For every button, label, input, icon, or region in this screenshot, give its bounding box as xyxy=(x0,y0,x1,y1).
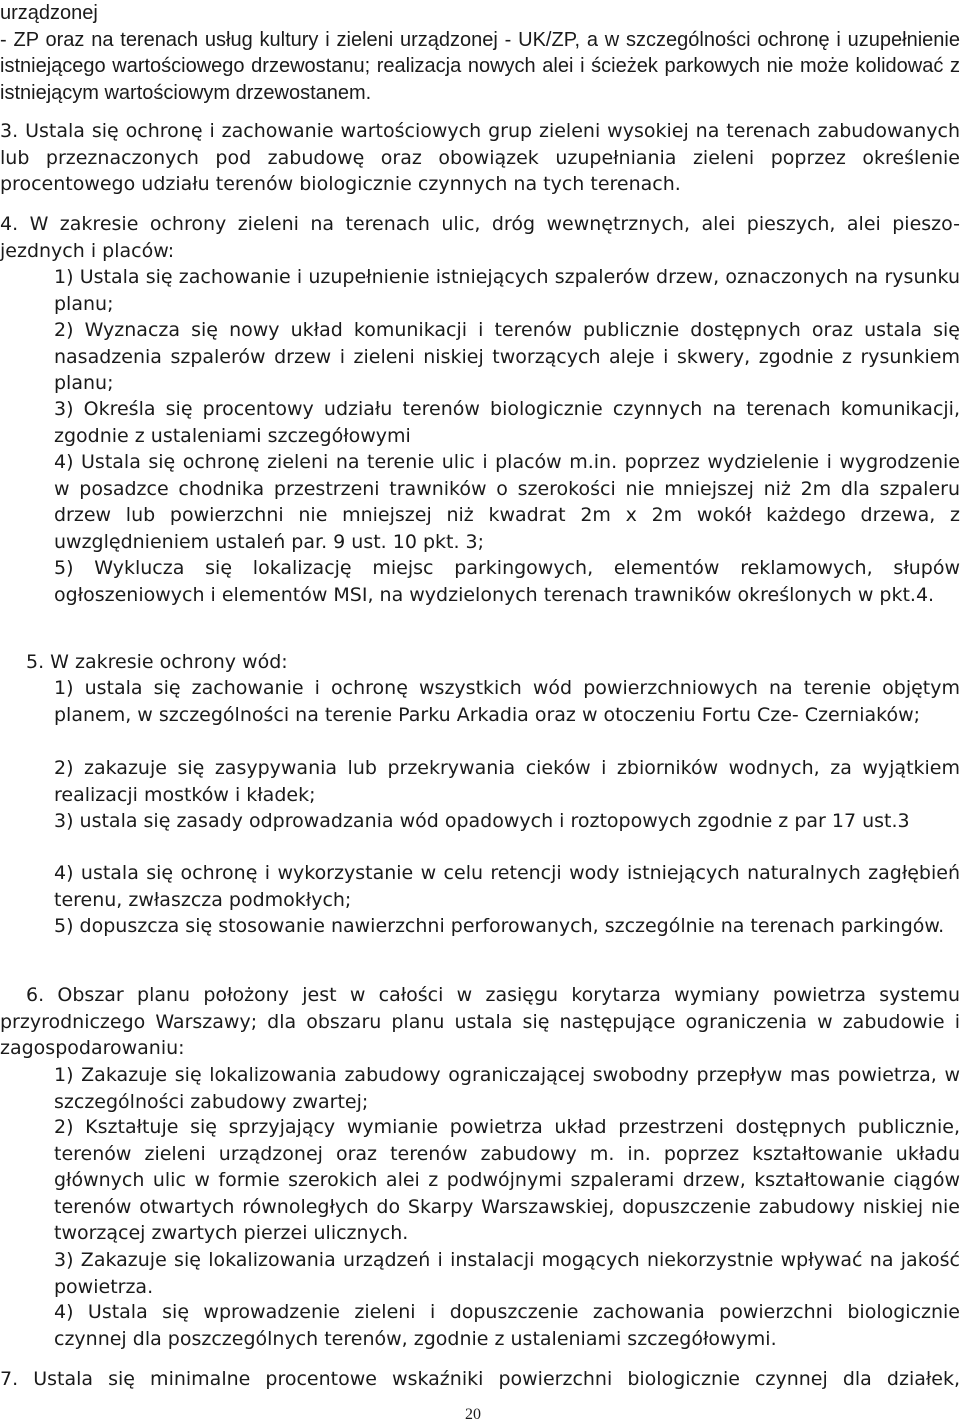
paragraph-5-item-4: 4) ustala się ochronę i wykorzystanie w celu retencji wody istniejących naturalnych zagłębień terenu, zwłaszcza podmokłych; xyxy=(54,862,960,911)
paragraph-4-heading: 4. W zakresie ochrony zieleni na terenach ulic, dróg wewnętrznych, alei pieszych, alei pieszo-jezdnych i placów: xyxy=(0,213,960,262)
paragraph-7: 7. Ustala się minimalne procentowe wskaźniki powierzchni biologicznie czynnej dla działek, xyxy=(0,1368,960,1390)
paragraph-5-heading: 5. W zakresie ochrony wód: xyxy=(26,651,288,673)
paragraph-5-item-3: 3) ustala się zasady odprowadzania wód opadowych i roztopowych zgodnie z par 17 ust.3 xyxy=(54,810,910,832)
paragraph-4-item-1: 1) Ustala się zachowanie i uzupełnienie istniejących szpalerów drzew, oznaczonych na rysunku planu; xyxy=(54,266,960,315)
page-number: 20 xyxy=(465,1406,481,1423)
paragraph-4-item-2: 2) Wyznacza się nowy układ komunikacji i terenów publicznie dostępnych oraz ustala się nasadzenia szpalerów drzew i zieleni niskiej tworzących aleje i skwery, zgodnie z rysunkiem planu; xyxy=(54,319,960,395)
paragraph-6-item-1: 1) Zakazuje się lokalizowania zabudowy ograniczającej swobodny przepływ mas powietrza, w szczególności zabudowy zwartej; xyxy=(54,1064,960,1113)
intro-paragraph: urządzonej - ZP oraz na terenach usług kultury i zieleni urządzonej - UK/ZP, a w szczególności ochronę i uzupełnienie istniejącego wartościowego drzewostanu; realizacja nowych alei i ścieżek parkowych nie może kolidować z istniejącym wartościowym drzewostanem. xyxy=(0,2,960,104)
paragraph-4-item-3: 3) Określa się procentowy udziału terenów biologicznie czynnych na terenach komunikacji, zgodnie z ustaleniami szczegółowymi xyxy=(54,398,960,447)
paragraph-6-item-4: 4) Ustala się wprowadzenie zieleni i dopuszczenie zachowania powierzchni biologicznie czynnej dla poszczególnych terenów, zgodnie z ustaleniami szczegółowymi. xyxy=(54,1301,960,1350)
paragraph-5-item-2: 2) zakazuje się zasypywania lub przekrywania cieków i zbiorników wodnych, za wyjątkiem realizacji mostków i kładek; xyxy=(54,757,960,806)
paragraph-4-item-4: 4) Ustala się ochronę zieleni na terenie ulic i placów m.in. poprzez wydzielenie i wygrodzenie w posadzce chodnika przestrzeni trawników o szerokości nie mniejszej niż 2m dla szpaleru drzew lub powierzchni nie mniejszej niż kwadrat 2m x 2m wokół każdego drzewa, z uwzględnieniem ustaleń par. 9 ust. 10 pkt. 3; xyxy=(54,451,960,553)
paragraph-6-heading: 6. Obszar planu położony jest w całości w zasięgu korytarza wymiany powietrza systemu przyrodniczego Warszawy; dla obszaru planu ustala się następujące ograniczenia w zabudowie i zagospodarowaniu: xyxy=(0,984,960,1060)
paragraph-5-item-1: 1) ustala się zachowanie i ochronę wszystkich wód powierzchniowych na terenie objętym planem, w szczególności na terenie Parku Arkadia oraz w otoczeniu Fortu Cze- Czerniaków; xyxy=(54,677,960,726)
paragraph-6-item-3: 3) Zakazuje się lokalizowania urządzeń i instalacji mogących niekorzystnie wpływać na jakość powietrza. xyxy=(54,1249,960,1298)
paragraph-3: 3. Ustala się ochronę i zachowanie wartościowych grup zieleni wysokiej na terenach zabudowanych lub przeznaczonych pod zabudowę oraz obowiązek uzupełniania zieleni poprzez określenie procentowego udziału terenów biologicznie czynnych na tych terenach. xyxy=(0,120,960,196)
paragraph-6-item-2: 2) Kształtuje się sprzyjający wymianie powietrza układ przestrzeni dostępnych publicznie, terenów zieleni urządzonej oraz terenów zabudowy m. in. poprzez kształtowanie układu głównych ulic w formie szerokich alei z podwójnymi szpalerami drzew, kształtowanie ciągów terenów otwartych równoległych do Skarpy Warszawskiej, dopuszczenie zabudowy niskiej nie tworzącej zwartych pierzei ulicznych. xyxy=(54,1116,960,1245)
paragraph-4-item-5: 5) Wyklucza się lokalizację miejsc parkingowych, elementów reklamowych, słupów ogłoszeniowych i elementów MSI, na wydzielonych terenach trawników określonych w pkt.4. xyxy=(54,557,960,606)
paragraph-5-item-5: 5) dopuszcza się stosowanie nawierzchni perforowanych, szczególnie na terenach parkingów. xyxy=(54,915,945,937)
